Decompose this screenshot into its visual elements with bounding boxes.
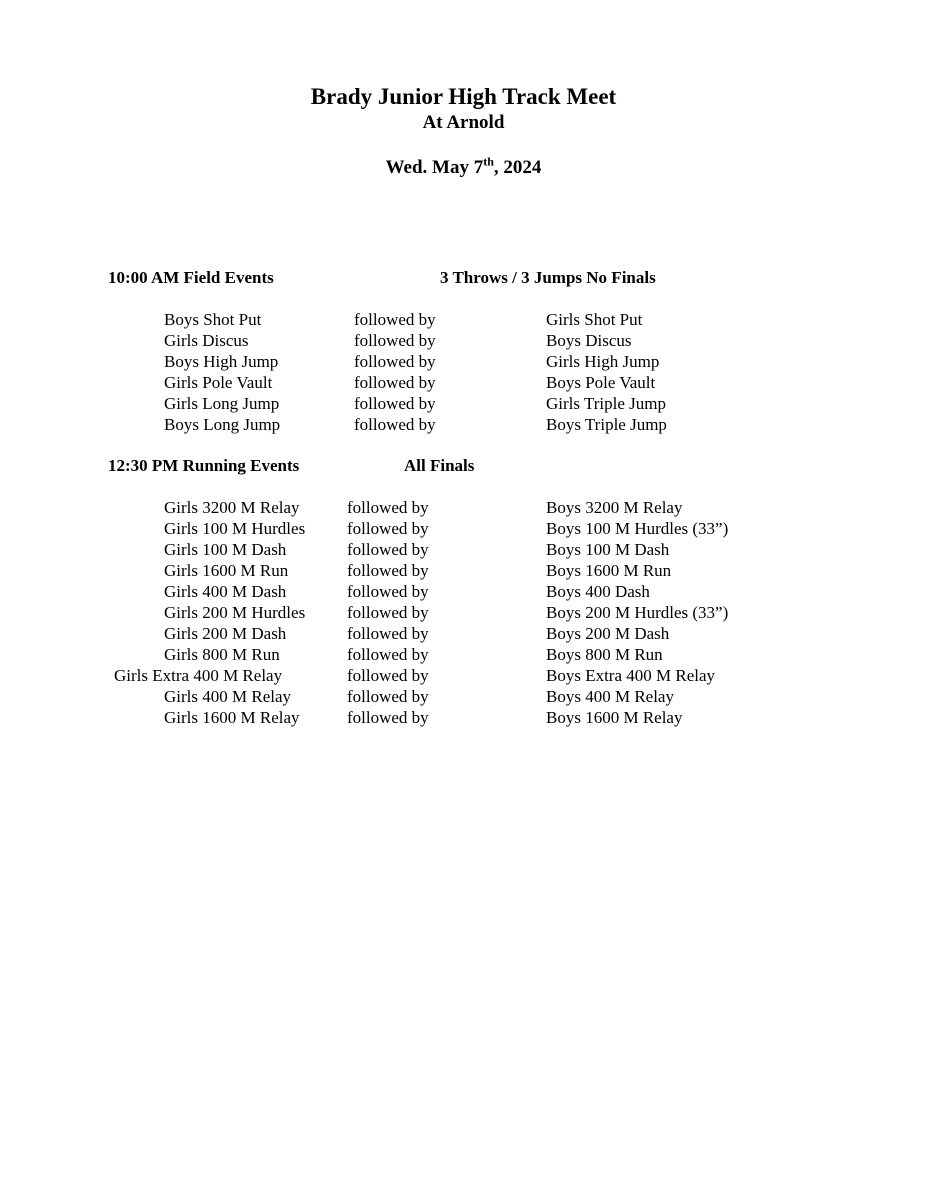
first-event: Girls Long Jump bbox=[164, 394, 280, 413]
second-event: Boys Discus bbox=[546, 331, 632, 350]
meet-date bbox=[0, 155, 927, 181]
connector-text: followed by bbox=[354, 310, 436, 329]
connector-text: followed by bbox=[347, 519, 429, 538]
second-event: Girls Shot Put bbox=[546, 310, 643, 329]
field-event-row bbox=[0, 372, 927, 393]
first-event: Girls 400 M Dash bbox=[164, 582, 287, 601]
connector-text: followed by bbox=[347, 645, 429, 664]
running-event-row bbox=[0, 707, 927, 728]
field-event-row bbox=[0, 393, 927, 414]
field-events-heading: 10:00 AM Field Events bbox=[108, 268, 274, 287]
connector-text: followed by bbox=[347, 708, 429, 727]
second-event: Boys 200 M Dash bbox=[546, 624, 670, 643]
connector-text: followed by bbox=[347, 666, 429, 685]
running-event-row bbox=[0, 644, 927, 665]
connector-text: followed by bbox=[354, 331, 436, 350]
second-event: Boys 400 Dash bbox=[546, 582, 650, 601]
running-event-row bbox=[0, 560, 927, 581]
second-event: Boys 1600 M Run bbox=[546, 561, 672, 580]
first-event: Girls Pole Vault bbox=[164, 373, 273, 392]
running-event-row bbox=[0, 686, 927, 707]
running-event-row bbox=[0, 665, 927, 686]
connector-text: followed by bbox=[354, 394, 436, 413]
connector-text: followed by bbox=[347, 603, 429, 622]
second-event: Boys Extra 400 M Relay bbox=[546, 666, 716, 685]
running-event-row bbox=[0, 518, 927, 539]
running-events-heading: 12:30 PM Running Events bbox=[108, 456, 300, 475]
first-event: Girls 200 M Dash bbox=[164, 624, 287, 643]
running-event-row bbox=[0, 497, 927, 518]
field-event-row bbox=[0, 330, 927, 351]
first-event: Girls 1600 M Relay bbox=[164, 708, 300, 727]
running-event-row bbox=[0, 623, 927, 644]
page-title: Brady Junior High Track Meet bbox=[310, 84, 617, 109]
connector-text: followed by bbox=[354, 352, 436, 371]
running-event-row bbox=[0, 539, 927, 560]
first-event: Girls 800 M Run bbox=[164, 645, 280, 664]
second-event: Boys Triple Jump bbox=[546, 415, 667, 434]
connector-text: followed by bbox=[347, 561, 429, 580]
connector-text: followed by bbox=[347, 498, 429, 517]
second-event: Boys 200 M Hurdles (33”) bbox=[546, 603, 729, 622]
first-event: Girls 400 M Relay bbox=[164, 687, 292, 706]
first-event: Girls 1600 M Run bbox=[164, 561, 289, 580]
running-event-row bbox=[0, 581, 927, 602]
second-event: Boys 1600 M Relay bbox=[546, 708, 683, 727]
second-event: Boys Pole Vault bbox=[546, 373, 656, 392]
first-event: Girls 3200 M Relay bbox=[164, 498, 300, 517]
second-event: Boys 400 M Relay bbox=[546, 687, 674, 706]
first-event: Boys Shot Put bbox=[164, 310, 262, 329]
field-events-note: 3 Throws / 3 Jumps No Finals bbox=[440, 268, 656, 287]
first-event: Boys Long Jump bbox=[164, 415, 281, 434]
field-event-row bbox=[0, 309, 927, 330]
second-event: Girls High Jump bbox=[546, 352, 660, 371]
first-event: Girls 100 M Hurdles bbox=[164, 519, 306, 538]
connector-text: followed by bbox=[347, 624, 429, 643]
connector-text: followed by bbox=[347, 582, 429, 601]
first-event: Girls 100 M Dash bbox=[164, 540, 287, 559]
connector-text: followed by bbox=[354, 415, 436, 434]
second-event: Boys 100 M Hurdles (33”) bbox=[546, 519, 729, 538]
running-event-row bbox=[0, 602, 927, 623]
field-event-row bbox=[0, 414, 927, 435]
first-event: Boys High Jump bbox=[164, 352, 279, 371]
field-event-row bbox=[0, 351, 927, 372]
meet-location: At Arnold bbox=[422, 112, 505, 133]
second-event: Girls Triple Jump bbox=[546, 394, 666, 413]
date-ordinal-suffix: th bbox=[483, 154, 494, 169]
running-events-note: All Finals bbox=[404, 456, 475, 475]
connector-text: followed by bbox=[347, 687, 429, 706]
connector-text: followed by bbox=[347, 540, 429, 559]
second-event: Boys 3200 M Relay bbox=[546, 498, 683, 517]
second-event: Boys 100 M Dash bbox=[546, 540, 670, 559]
first-event: Girls Extra 400 M Relay bbox=[114, 666, 283, 685]
second-event: Boys 800 M Run bbox=[546, 645, 663, 664]
date-prefix: Wed. May 7 bbox=[385, 157, 484, 178]
connector-text: followed by bbox=[354, 373, 436, 392]
first-event: Girls Discus bbox=[164, 331, 249, 350]
date-year: , 2024 bbox=[493, 157, 542, 178]
first-event: Girls 200 M Hurdles bbox=[164, 603, 306, 622]
